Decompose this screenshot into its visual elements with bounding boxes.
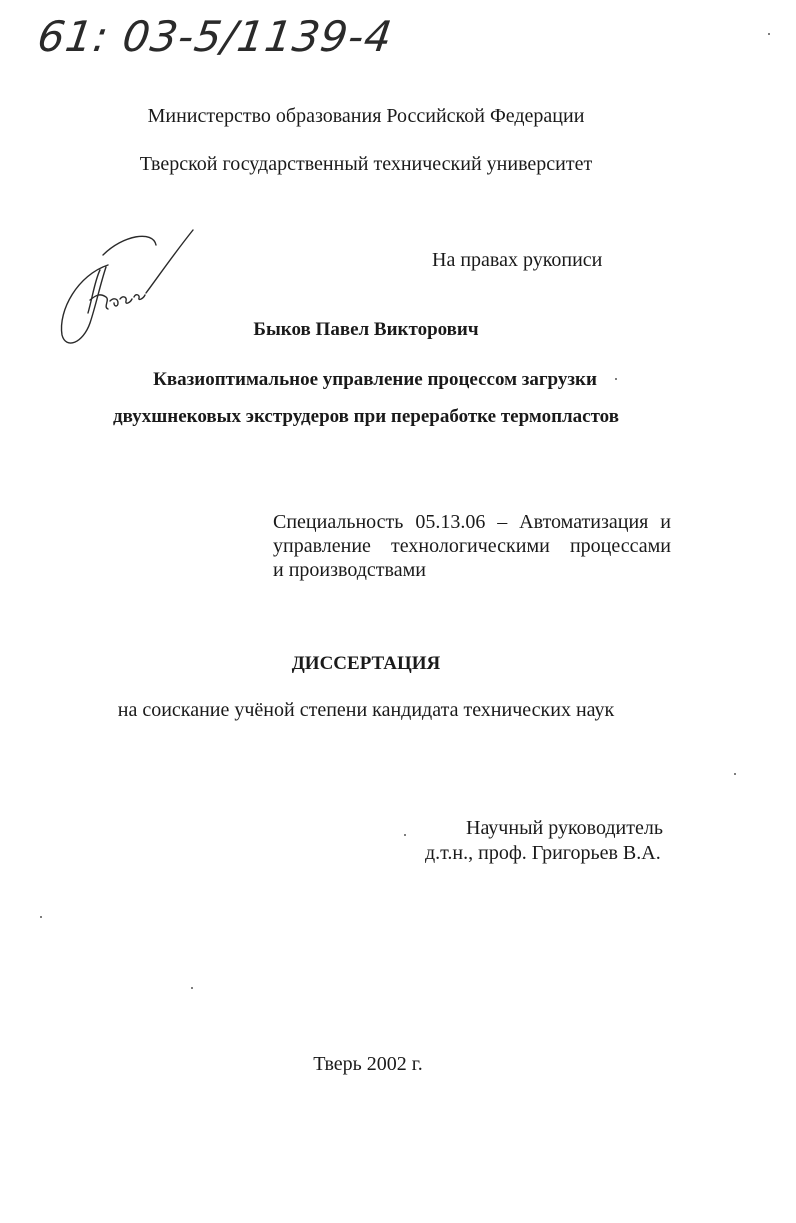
thesis-title-line-2: двухшнековых экструдеров при переработке термопластов <box>113 406 619 427</box>
specialty-line-1: Специальность 05.13.06 – Автоматизация и <box>273 511 671 533</box>
scan-speck <box>191 987 193 989</box>
author-name: Быков Павел Викторович <box>253 319 479 340</box>
manuscript-note: На правах рукописи <box>432 249 603 271</box>
document-type: ДИССЕРТАЦИЯ <box>291 653 441 674</box>
thesis-title-line-1: Квазиоптимальное управление процессом загрузки <box>153 369 597 390</box>
supervisor-title: Научный руководитель <box>466 817 663 839</box>
specialty-line-3: и производствами <box>273 559 426 581</box>
scan-speck <box>768 33 770 35</box>
specialty-line-2: управление технологическими процессами <box>273 535 671 557</box>
scan-speck <box>615 378 617 380</box>
supervisor-name: д.т.н., проф. Григорьев В.А. <box>425 842 661 864</box>
archive-code: 61: 03-5/1139-4 <box>34 12 396 61</box>
scan-speck <box>734 773 736 775</box>
specialty-block <box>273 510 671 582</box>
scan-speck <box>40 916 42 918</box>
degree-line: на соискание учёной степени кандидата технических наук <box>117 699 615 721</box>
university-name: Тверской государственный технический университет <box>139 153 593 175</box>
ministry-name: Министерство образования Российской Федерации <box>147 105 585 127</box>
city-year: Тверь 2002 г. <box>313 1053 423 1075</box>
scan-speck <box>404 834 406 836</box>
